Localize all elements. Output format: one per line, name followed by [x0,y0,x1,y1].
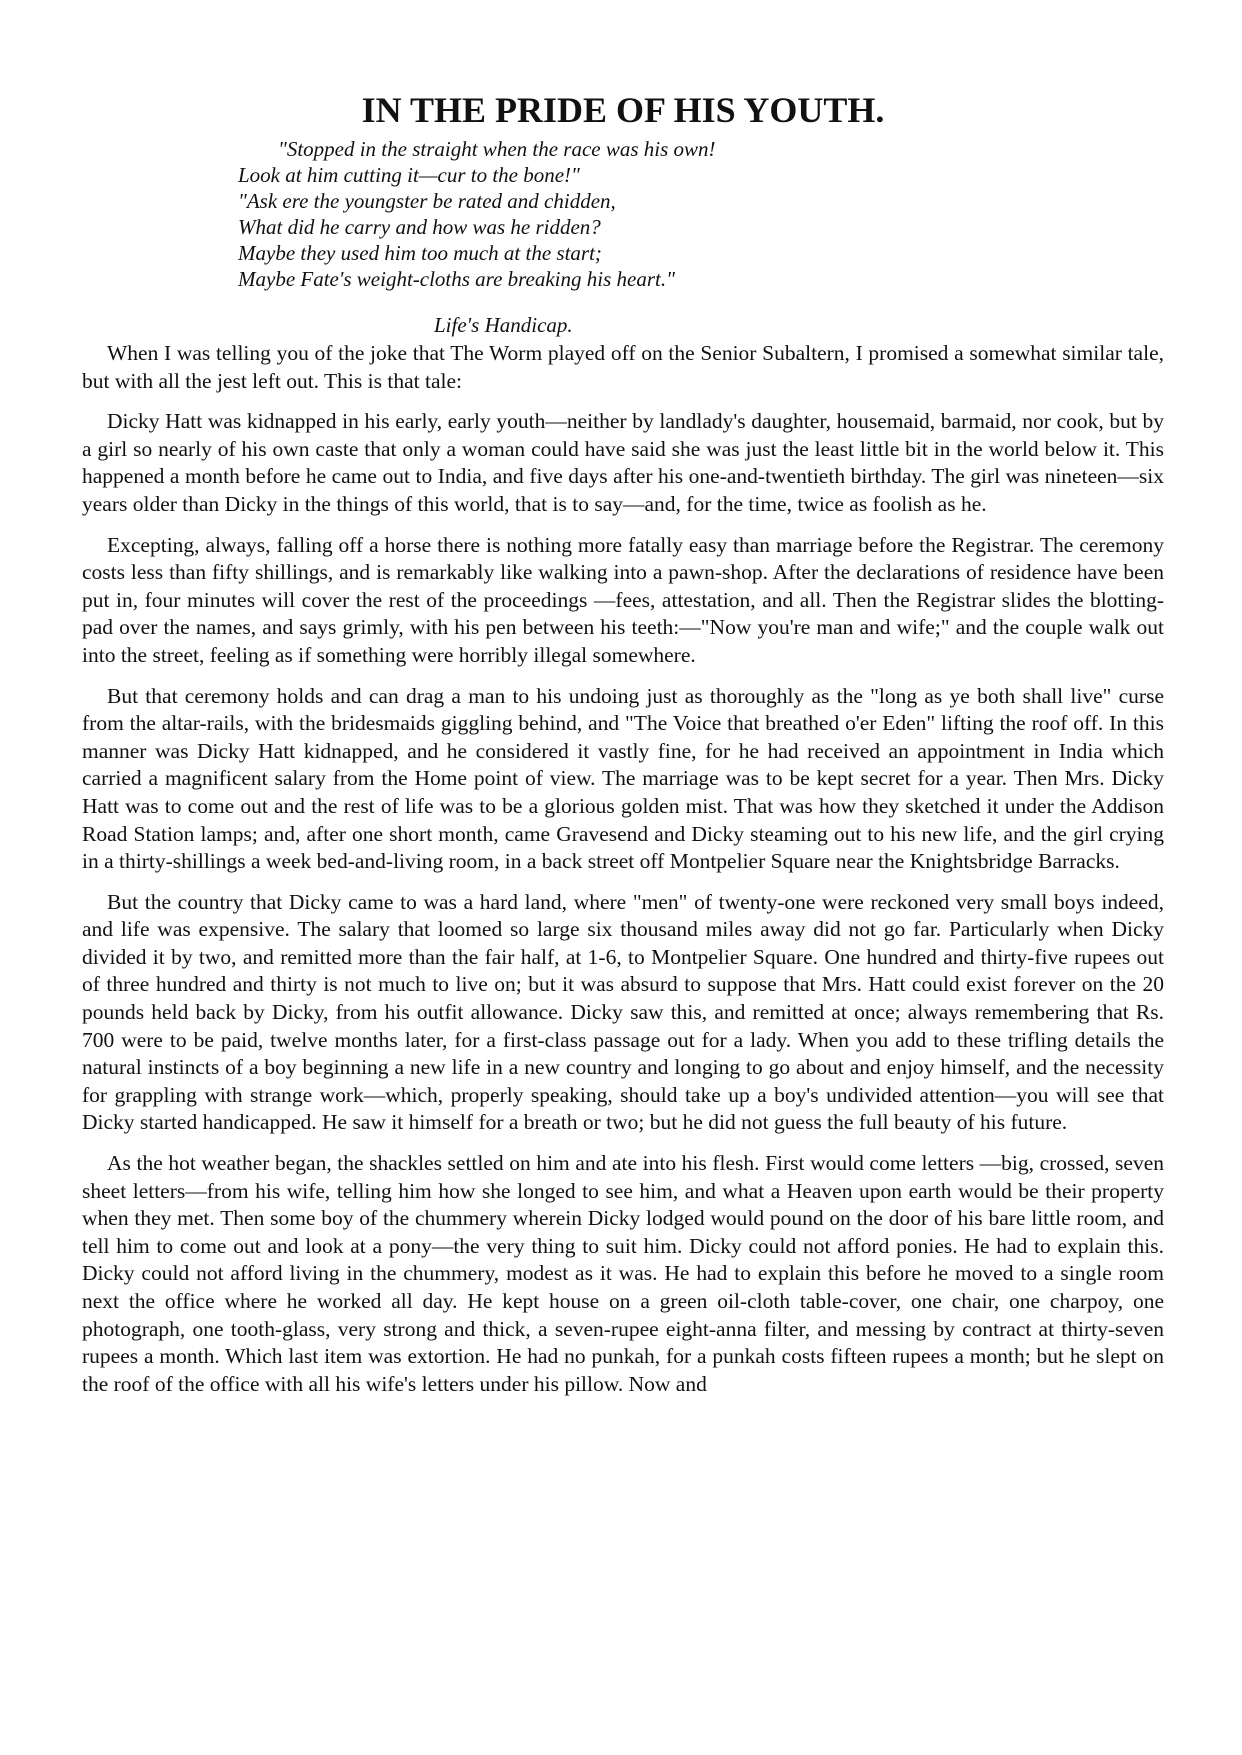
body-paragraph: When I was telling you of the joke that The Worm played off on the Senior Subaltern, I promised a somewhat similar tale, but with all the jest left out. This is that tale: [82,341,1164,393]
epigraph [238,136,1164,292]
body-paragraph: But the country that Dicky came to was a hard land, where "men" of twenty-one were reckoned very small boys indeed, and life was expensive. The salary that loomed so large six thousand miles away did not go far. Particularly when Dicky divided it by two, and remitted more than the fair half, at 1-6, to Montpelier Square. One hundred and thirty-five rupees out of three hundred and thirty is not much to live on; but it was absurd to suppose that Mrs. Hatt could exist forever on the 20 pounds held back by Dicky, from his outfit allowance. Dicky saw this, and remitted at once; always remembering that Rs. 700 were to be paid, twelve months later, for a first-class passage out for a lady. When you add to these trifling details the natural instincts of a boy beginning a new life in a new country and longing to go about and enjoy himself, and the necessity for grappling with strange work—which, properly speaking, should take up a boy's undivided attention—you will see that Dicky started handicapped. He saw it himself for a breath or two; but he did not guess the full beauty of his future. [82,889,1164,1135]
epigraph-line: Maybe Fate's weight-cloths are breaking his heart." [238,267,675,291]
body-paragraph: As the hot weather began, the shackles settled on him and ate into his flesh. First would come letters —big, crossed, seven sheet letters—from his wife, telling him how she longed to see him, and what a Heaven upon earth would be their property when they met. Then some boy of the chummery wherein Dicky lodged would pound on the door of his bare little room, and tell him to come out and look at a pony—the very thing to suit him. Dicky could not afford ponies. He had to explain this. Dicky could not afford living in the chummery, modest as it was. He had to explain this before he moved to a single room next the office where he worked all day. He kept house on a green oil-cloth table-cover, one chair, one charpoy, one photograph, one tooth-glass, very strong and thick, a seven-rupee eight-anna filter, and messing by contract at thirty-seven rupees a month. Which last item was extortion. He had no punkah, for a punkah costs fifteen rupees a month; but he slept on the roof of the office with all his wife's letters under his pillow. Now and [82,1151,1164,1396]
body-paragraph: Dicky Hatt was kidnapped in his early, early youth—neither by landlady's daughter, housemaid, barmaid, nor cook, but by a girl so nearly of his own caste that only a woman could have said she was just the least little bit in the world below it. This happened a month before he came out to India, and five days after his one-and-twentieth birthday. The girl was nineteen—six years older than Dicky in the things of this world, that is to say—and, for the time, twice as foolish as he. [82,409,1164,516]
chapter-title: IN THE PRIDE OF HIS YOUTH. [361,90,885,130]
body-paragraph: Excepting, always, falling off a horse there is nothing more fatally easy than marriage before the Registrar. The ceremony costs less than fifty shillings, and is remarkably like walking into a pawn-shop. After the declarations of residence have been put in, four minutes will cover the rest of the proceedings —fees, attestation, and all. Then the Registrar slides the blotting-pad over the names, and says grimly, with his pen between his teeth:—"Now you're man and wife;" and the couple walk out into the street, feeling as if something were horribly illegal somewhere. [82,532,1164,667]
epigraph-line: Look at him cutting it—cur to the bone!" [238,163,580,187]
epigraph-line: What did he carry and how was he ridden? [238,215,601,239]
body-paragraph: But that ceremony holds and can drag a man to his undoing just as thoroughly as the "long as ye both shall live" curse from the altar-rails, with the bridesmaids giggling behind, and "The Voice that breathed o'er Eden" lifting the roof off. In this manner was Dicky Hatt kidnapped, and he considered it vastly fine, for he had received an appointment in India which carried a magnificent salary from the Home point of view. The marriage was to be kept secret for a year. Then Mrs. Dicky Hatt was to come out and the rest of life was to be a glorious golden mist. That was how they sketched it under the Addison Road Station lamps; and, after one short month, came Gravesend and Dicky steaming out to his new life, and the girl crying in a thirty-shillings a week bed-and-living room, in a back street off Montpelier Square near the Knightsbridge Barracks. [82,683,1164,874]
document-page [82,88,1164,1411]
epigraph-line: Maybe they used him too much at the start; [238,241,602,265]
epigraph-line: "Ask ere the youngster be rated and chidden, [238,189,616,213]
epigraph-attribution: Life's Handicap. [434,313,573,337]
epigraph-line: "Stopped in the straight when the race was his own! [278,137,716,161]
